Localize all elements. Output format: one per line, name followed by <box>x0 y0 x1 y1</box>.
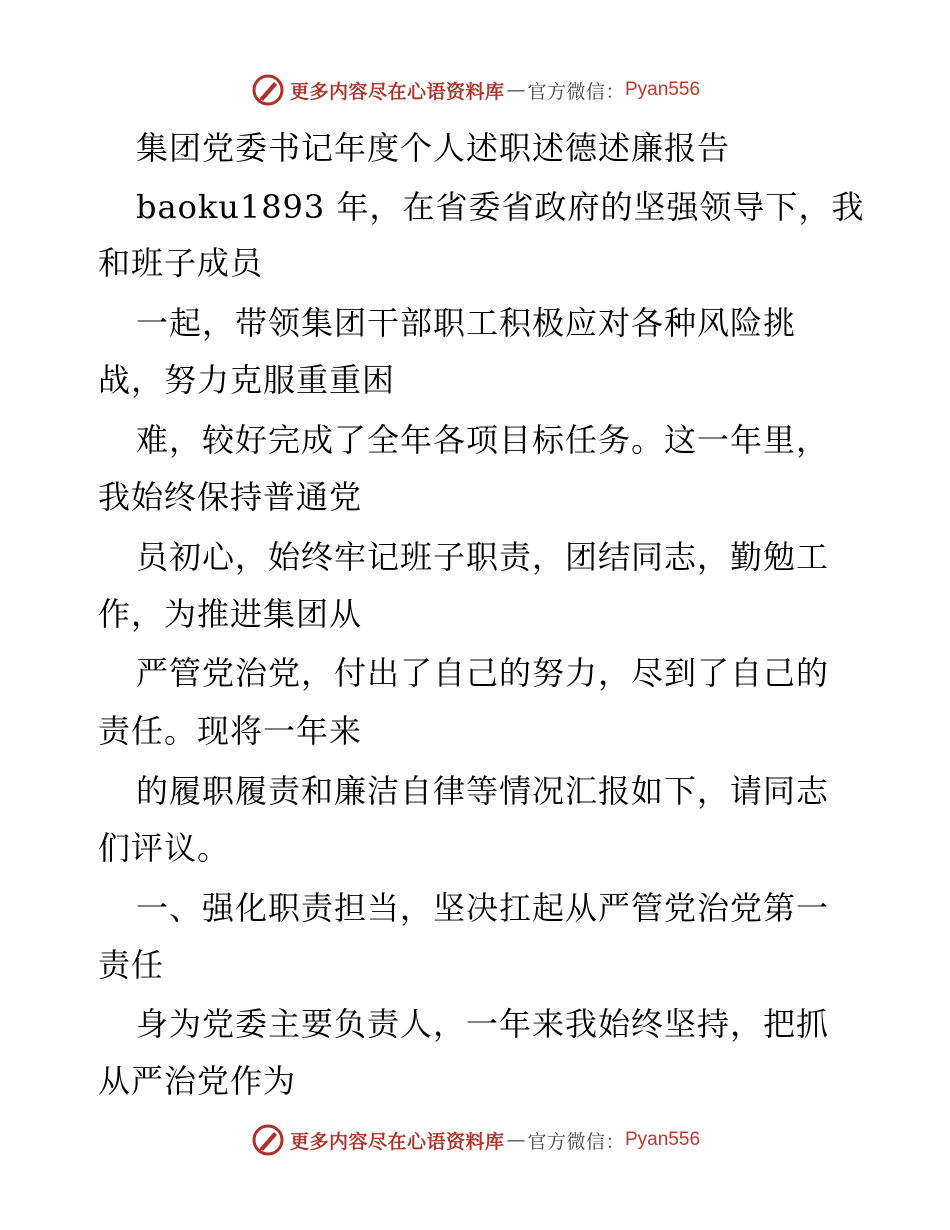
banner-wechat-id: Pyan556 <box>625 1129 701 1150</box>
banner-wechat-label: 官方微信： <box>527 80 625 103</box>
paragraph-line: 责任。现将一年来 <box>98 712 363 750</box>
banner-brand-text: 更多内容尽在心语资料库 <box>289 1130 505 1153</box>
paragraph-line: 和班子成员 <box>98 244 264 282</box>
paragraph-line: baoku1893 年，在省委省政府的坚强领导下，我 <box>136 188 865 226</box>
banner-separator: — <box>506 79 526 101</box>
paragraph-line: 作，为推进集团从 <box>98 595 363 633</box>
paragraph-line: 严管党治党，付出了自己的努力，尽到了自己的 <box>136 654 830 692</box>
section-heading-continued: 责任 <box>98 946 165 984</box>
banner-brand-text: 更多内容尽在心语资料库 <box>289 80 505 103</box>
paragraph-line: 从严治党作为 <box>98 1062 297 1100</box>
paragraph-line: 身为党委主要负责人，一年来我始终坚持，把抓 <box>136 1005 830 1043</box>
paragraph-line: 战，努力克服重重困 <box>98 361 396 399</box>
section-heading: 一、强化职责担当，坚决扛起从严管党治党第一 <box>136 889 830 927</box>
banner-wechat-id: Pyan556 <box>625 79 701 100</box>
paragraph-line: 们评议。 <box>98 829 231 867</box>
banner-wechat-label: 官方微信： <box>527 1130 625 1153</box>
quill-pen-logo-icon <box>250 1122 286 1158</box>
paragraph-line: 难，较好完成了全年各项目标任务。这一年里， <box>136 421 830 459</box>
paragraph-line: 员初心，始终牢记班子职责，团结同志，勤勉工 <box>136 538 830 576</box>
document-title: 集团党委书记年度个人述职述德述廉报告 <box>136 129 731 167</box>
footer-watermark-banner <box>0 1120 950 1160</box>
paragraph-line: 我始终保持普通党 <box>98 478 363 516</box>
banner-separator: — <box>506 1129 526 1151</box>
paragraph-line: 的履职履责和廉洁自律等情况汇报如下，请同志 <box>136 772 830 810</box>
paragraph-line: 一起，带领集团干部职工积极应对各种风险挑 <box>136 304 797 342</box>
